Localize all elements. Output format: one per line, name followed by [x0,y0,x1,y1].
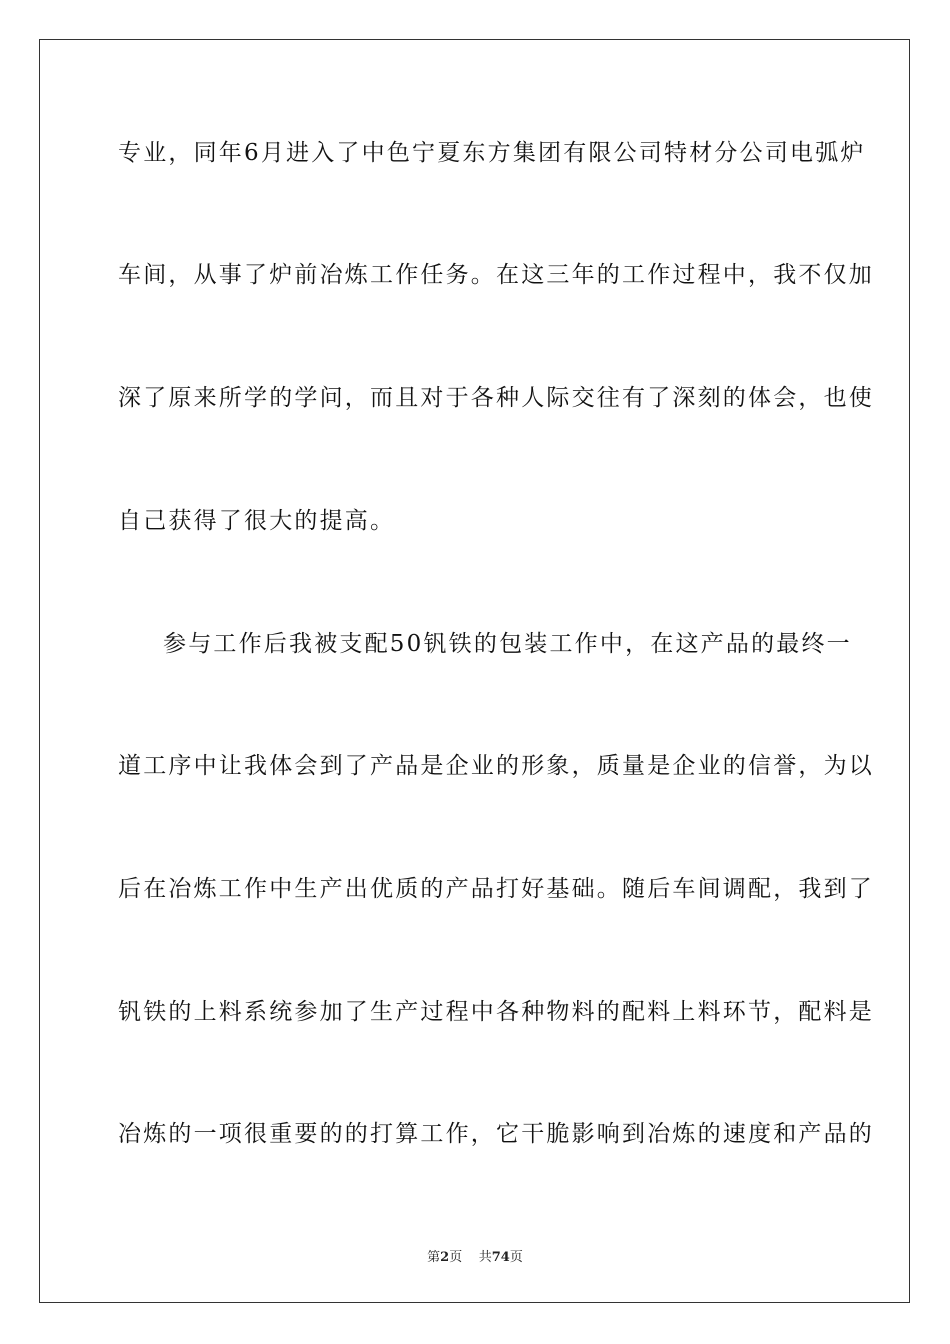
text-line: 后在冶炼工作中生产出优质的产品打好基础。随后车间调配，我到了 [118,876,874,902]
text-line: 参与工作后我被支配50钒铁的包装工作中，在这产品的最终一 [163,631,852,657]
total-pages: 74 [491,1250,510,1265]
page-footer [0,1246,950,1265]
text-line: 冶炼的一项很重要的的打算工作，它干脆影响到冶炼的速度和产品的 [118,1121,874,1147]
total-prefix: 共 [478,1250,492,1265]
text-line: 道工序中让我体会到了产品是企业的形象，质量是企业的信誉，为以 [118,753,874,779]
page-number: 2 [440,1250,450,1265]
page-suffix: 页 [449,1250,463,1265]
text-line: 专业，同年6月进入了中色宁夏东方集团有限公司特材分公司电弧炉 [118,140,866,166]
text-line: 自己获得了很大的提高。 [118,508,396,534]
total-suffix: 页 [509,1250,523,1265]
text-line: 钒铁的上料系统参加了生产过程中各种物料的配料上料环节，配料是 [118,999,874,1025]
page-prefix: 第 [427,1250,441,1265]
text-line: 深了原来所学的学问，而且对于各种人际交往有了深刻的体会，也使 [118,385,874,411]
text-line: 车间，从事了炉前冶炼工作任务。在这三年的工作过程中，我不仅加 [118,262,874,288]
